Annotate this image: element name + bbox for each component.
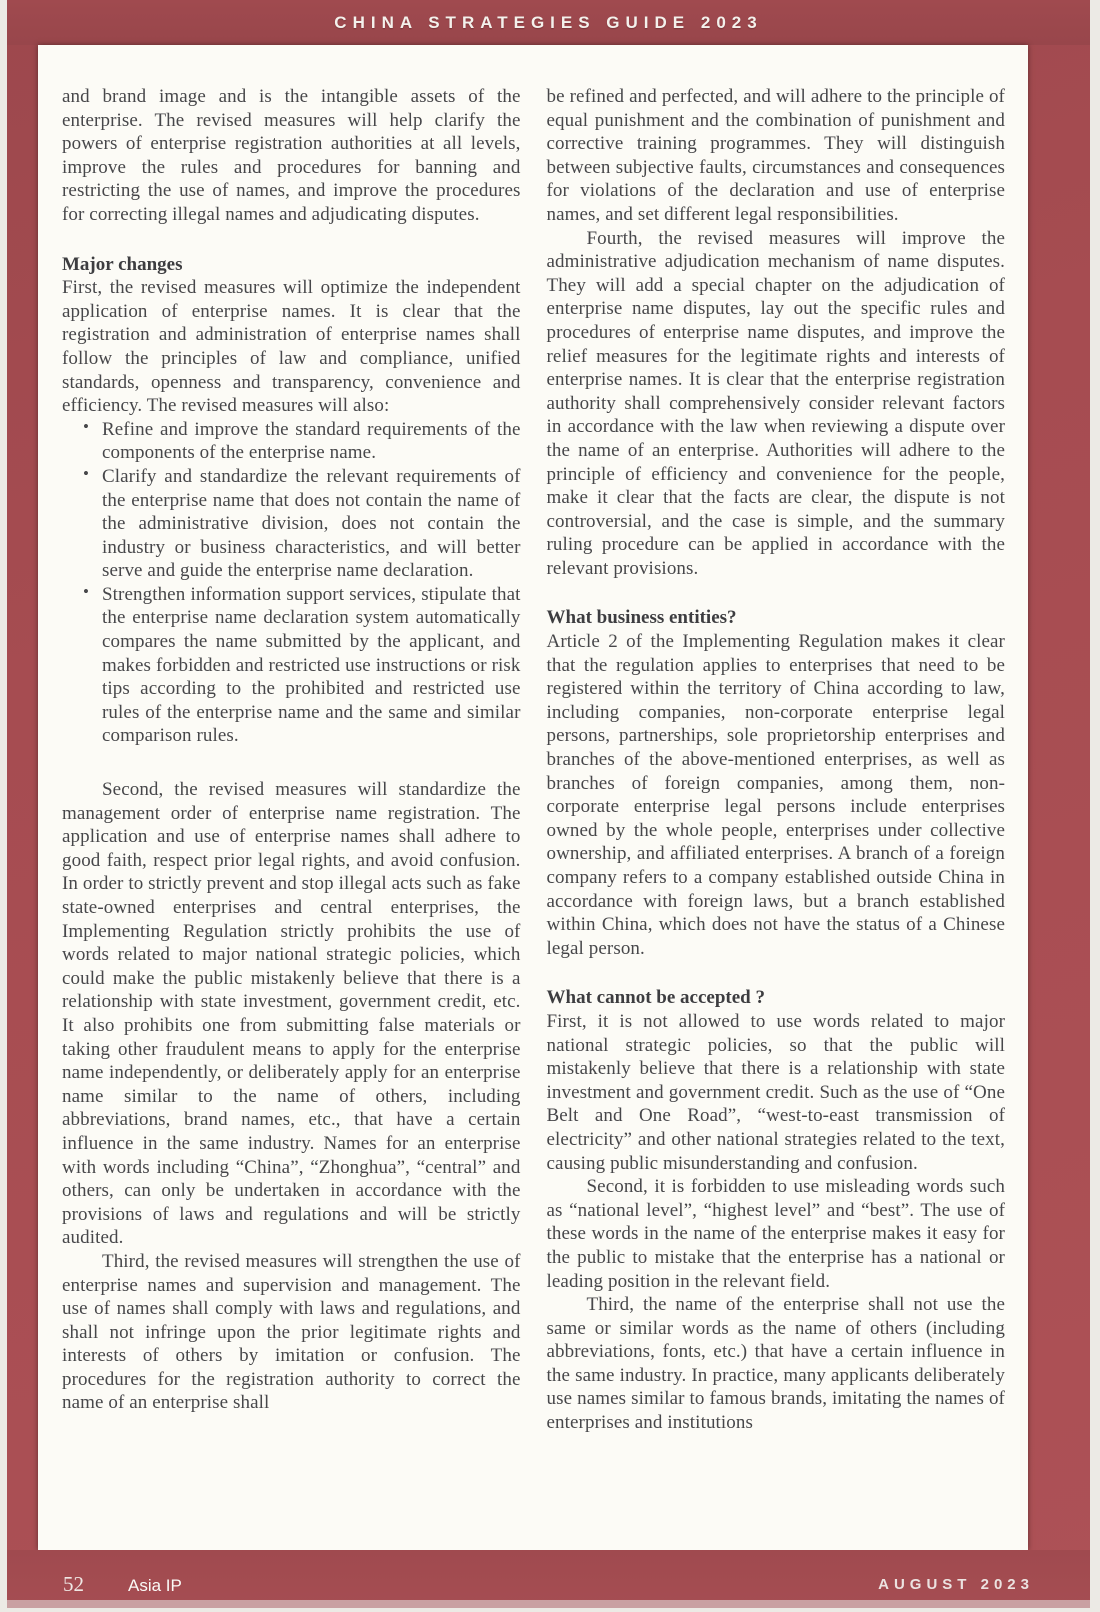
list-item [62,583,521,748]
left-column [62,85,521,1550]
paragraph-third-continuation: be refined and perfected, and will adhere to the principle of equal punishment and the combination of punishment and corrective training programmes. They will distinguish between subjective faults, circumstances and consequences for violations of the declaration and use of enterprise names, and set different legal responsibilities. [546,86,1005,225]
paragraph-article2: Article 2 of the Implementing Regulation makes it clear that the regulation applies to enterprises that need to be registered within the territory of China according to law, including companies, non-corporate enterprise legal persons, partnerships, sole proprietorship enterprises and branches of the above-mentioned enterprises, as well as branches of foreign companies, among them, non-corporate enterprise legal persons include enterprises owned by the whole people, enterprises under collective ownership, and affiliated enterprises. A branch of a foreign company refers to a company established outside China in accordance with foreign laws, but a branch established within China, which does not have the status of a Chinese legal person. [546,631,1005,959]
heading-business-entities: What business entities? [546,607,737,629]
publication-name: Asia IP [128,1575,182,1595]
right-column [547,85,1006,1550]
footer-left [63,1572,182,1597]
heading-cannot-be-accepted: What cannot be accepted ? [546,987,765,1009]
paragraph-first-measure: First, the revised measures will optimize the independent application of enterprise names. It is clear that the registration and administration of enterprise names shall follow the principles of law and compliance, unified standards, openness and transparency, convenience and efficiency. The revised measures will also: [62,277,521,417]
bullet-icon: • [83,416,89,436]
guide-title: CHINA STRATEGIES GUIDE 2023 [334,12,763,32]
issue-date: AUGUST 2023 [878,1575,1034,1593]
list-item [62,418,521,465]
bullet-list [62,418,521,748]
header-band [7,0,1090,45]
bullet-icon: • [83,463,89,483]
heading-major-changes: Major changes [62,253,183,275]
paragraph-third-measure: Third, the revised measures will strengthen the use of enterprise names and supervision and management. The use of names shall comply with laws and regulations, and shall not infringe upon the prior legitimate rights and interests of others by imitation or confusion. The procedures for the registration authority to correct the name of an enterprise shall [62,1250,521,1414]
bullet-icon: • [83,581,89,601]
bullet-text: Clarify and standardize the relevant requirements of the enterprise name that does not contain the name of the administrative division, does not contain the industry or business characteristics, and will better serve and guide the enterprise name declaration. [102,465,521,582]
paragraph-fourth-measure: Fourth, the revised measures will improve the administrative adjudication mechanism of name disputes. They will add a special chapter on the adjudication of enterprise name disputes, lay out the specific rules and procedures of enterprise name disputes, and improve the relief measures for the legitimate rights and interests of enterprise names. It is clear that the enterprise registration authority shall comprehensively consider relevant factors in accordance with the law when reviewing a dispute over the name of an enterprise. Authorities will adhere to the principle of efficiency and convenience for the people, make it clear that the facts are clear, the dispute is not controversial, and the case is simple, and the summary ruling procedure can be applied in accordance with the relevant provisions. [546,227,1005,579]
paragraph-intro-continuation: and brand image and is the intangible assets of the enterprise. The revised measures will help clarify the powers of enterprise registration authorities at all levels, improve the rules and procedures for banning and restricting the use of names, and improve the procedures for correcting illegal names and adjudicating disputes. [62,86,521,225]
paragraph-cannot-first: First, it is not allowed to use words related to major national strategic policies, so that the public will mistakenly believe that there is a relationship with state investment and government credit. Such as the use of “One Belt and One Road”, “west-to-east transmission of electricity” and other national strategies related to the text, causing public misunderstanding and confusion. [546,1010,1005,1174]
bullet-text: Strengthen information support services, stipulate that the enterprise name declaration system automatically compares the name submitted by the applicant, and makes forbidden and restricted use instructions or risk tips according to the prohibited and restricted use rules of the enterprise name and the same and similar comparison rules. [102,583,521,747]
bullet-text: Refine and improve the standard requirements of the components of the enterprise name. [102,418,521,464]
list-item [62,465,521,583]
page-frame [7,0,1090,1604]
footer-band [7,1550,1090,1604]
content-panel [38,45,1028,1550]
paragraph-second-measure: Second, the revised measures will standardize the management order of enterprise name registration. The application and use of enterprise names shall adhere to good faith, respect prior legal rights, and avoid confusion. In order to strictly prevent and stop illegal acts such as fake state-owned enterprises and central enterprises, the Implementing Regulation strictly prohibits the use of words related to major national strategic policies, which could make the public mistakenly believe that there is a relationship with state investment, government credit, etc. It also prohibits one from submitting false materials or taking other fraudulent means to apply for the enterprise name independently, or deliberately apply for an enterprise name similar to the name of others, including abbreviations, brand names, etc., that have a certain influence in the same industry. Names for an enterprise with words including “China”, “Zhonghua”, “central” and others, can only be undertaken in accordance with the provisions of laws and regulations and will be strictly audited. [62,779,521,1249]
page-number: 52 [63,1571,84,1596]
paragraph-cannot-second: Second, it is forbidden to use misleading words such as “national level”, “highest level” and “best”. The use of these words in the name of the enterprise makes it easy for the public to mistake that the enterprise has a national or leading position in the relevant field. [546,1176,1005,1292]
paragraph-cannot-third: Third, the name of the enterprise shall not use the same or similar words as the name of others (including abbreviations, fonts, etc.) that have a certain influence in the same industry. In practice, many applicants deliberately use names similar to famous brands, imitating the names of enterprises and institutions [546,1294,1005,1434]
